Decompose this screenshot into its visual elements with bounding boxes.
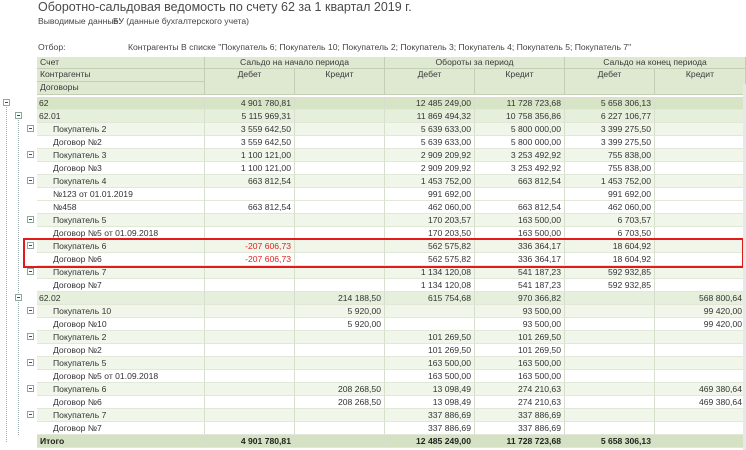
amount-cell: 3 399 275,50 [565, 136, 655, 149]
collapse-buyer2-icon[interactable] [27, 125, 34, 132]
header-closing-credit[interactable]: Кредит [655, 69, 746, 95]
amount-cell [295, 188, 385, 201]
amount-cell: 18 604,92 [565, 240, 655, 253]
collapse-buyer10-icon[interactable] [27, 307, 34, 314]
amount-cell: 4 901 780,81 [205, 97, 295, 110]
amount-cell [205, 370, 295, 383]
table-row[interactable] [37, 344, 746, 357]
row-label: 62.01 [37, 110, 205, 123]
table-row[interactable] [37, 279, 746, 292]
header-opening-credit[interactable]: Кредит [295, 69, 385, 95]
amount-cell [295, 279, 385, 292]
table-row[interactable] [37, 175, 746, 188]
amount-cell: 541 187,23 [475, 266, 565, 279]
amount-cell: 337 886,69 [475, 422, 565, 435]
amount-cell: 5 639 633,00 [385, 123, 475, 136]
amount-cell: 469 380,64 [655, 383, 746, 396]
row-label: Договор №10 [37, 318, 205, 331]
row-label: Покупатель 7 [37, 266, 205, 279]
header-opening-debit[interactable]: Дебет [205, 69, 295, 95]
amount-cell [385, 318, 475, 331]
row-label: Договор №7 [37, 279, 205, 292]
amount-cell [205, 305, 295, 318]
table-row[interactable] [37, 318, 746, 331]
tree-line-root [6, 102, 7, 442]
amount-cell: 663 812,54 [475, 201, 565, 214]
header-turnover-credit[interactable]: Кредит [475, 69, 565, 95]
amount-cell: 101 269,50 [385, 344, 475, 357]
output-value: БУ (данные бухгалтерского учета) [113, 16, 250, 26]
amount-cell: 755 838,00 [565, 149, 655, 162]
amount-cell: 2 909 209,92 [385, 162, 475, 175]
amount-cell: 562 575,82 [385, 240, 475, 253]
amount-cell [565, 370, 655, 383]
collapse-62-icon[interactable] [3, 99, 10, 106]
amount-cell [565, 318, 655, 331]
header-account[interactable]: Счет [37, 57, 205, 69]
amount-cell: 11 869 494,32 [385, 110, 475, 123]
amount-cell [295, 97, 385, 110]
amount-cell [565, 396, 655, 409]
header-contracts[interactable]: Договоры [37, 82, 205, 95]
row-label: Договор №2 [37, 344, 205, 357]
filter-settings [38, 42, 738, 53]
amount-cell: 170 203,57 [385, 214, 475, 227]
row-label: Покупатель 7 [37, 409, 205, 422]
amount-cell: 1 100 121,00 [205, 149, 295, 162]
table-row[interactable] [37, 188, 746, 201]
filter-label: Отбор: [38, 42, 66, 52]
amount-cell: 663 812,54 [205, 175, 295, 188]
amount-cell [295, 409, 385, 422]
amount-cell [565, 383, 655, 396]
table-row[interactable] [37, 136, 746, 149]
table-row[interactable] [37, 383, 746, 396]
amount-cell: 663 812,54 [475, 175, 565, 188]
amount-cell [475, 188, 565, 201]
amount-cell [205, 331, 295, 344]
amount-cell [565, 305, 655, 318]
amount-cell [385, 305, 475, 318]
highlight-frame [23, 238, 744, 268]
amount-cell: 462 060,00 [565, 201, 655, 214]
amount-cell: 6 703,50 [565, 227, 655, 240]
row-label: Покупатель 6 [37, 383, 205, 396]
collapse-buyer6b-icon[interactable] [27, 385, 34, 392]
amount-cell: 3 253 492,92 [475, 149, 565, 162]
row-label: Договор №6 [37, 253, 205, 266]
amount-cell [205, 214, 295, 227]
amount-cell: 163 500,00 [385, 370, 475, 383]
amount-cell [205, 188, 295, 201]
amount-cell: 5 800 000,00 [475, 136, 565, 149]
amount-cell: 163 500,00 [385, 357, 475, 370]
header-closing-debit[interactable]: Дебет [565, 69, 655, 95]
amount-cell: 562 575,82 [385, 253, 475, 266]
amount-cell [565, 409, 655, 422]
amount-cell: 93 500,00 [475, 305, 565, 318]
tree-line-6202 [18, 300, 19, 435]
amount-cell [655, 136, 746, 149]
table-row[interactable] [37, 110, 746, 123]
amount-cell [655, 123, 746, 136]
amount-cell [295, 201, 385, 214]
row-label: Договор №2 [37, 136, 205, 149]
amount-cell [655, 175, 746, 188]
row-label: Покупатель 2 [37, 123, 205, 136]
report-title: Оборотно-сальдовая ведомость по счету 62 за 1 квартал 2019 г. [38, 0, 412, 14]
table-row[interactable] [37, 422, 746, 435]
amount-cell: 337 886,69 [385, 422, 475, 435]
collapse-buyer2b-icon[interactable] [27, 333, 34, 340]
amount-cell [205, 396, 295, 409]
amount-cell [205, 292, 295, 305]
row-label: Покупатель 10 [37, 305, 205, 318]
collapse-buyer4-icon[interactable] [27, 177, 34, 184]
table-row[interactable] [37, 292, 746, 305]
amount-cell: 5 920,00 [295, 305, 385, 318]
amount-cell: 592 932,85 [565, 279, 655, 292]
amount-cell [295, 110, 385, 123]
row-label: 62 [37, 97, 205, 110]
amount-cell: 18 604,92 [565, 253, 655, 266]
amount-cell: 13 098,49 [385, 396, 475, 409]
amount-cell [295, 149, 385, 162]
row-label: №458 [37, 201, 205, 214]
collapse-buyer3-icon[interactable] [27, 151, 34, 158]
amount-cell [655, 370, 746, 383]
amount-cell: 163 500,00 [475, 227, 565, 240]
amount-cell: 11 728 723,68 [475, 435, 565, 448]
header-turnover[interactable]: Обороты за период [385, 57, 565, 69]
amount-cell: 3 559 642,50 [205, 123, 295, 136]
table-row[interactable] [37, 123, 746, 136]
table-row[interactable] [37, 201, 746, 214]
table-row[interactable] [37, 162, 746, 175]
amount-cell: 3 253 492,92 [475, 162, 565, 175]
header-turnover-debit[interactable]: Дебет [385, 69, 475, 95]
amount-cell [205, 357, 295, 370]
amount-cell: 214 188,50 [295, 292, 385, 305]
amount-cell: 11 728 723,68 [475, 97, 565, 110]
amount-cell: 1 453 752,00 [385, 175, 475, 188]
row-label: Покупатель 2 [37, 331, 205, 344]
row-label: Договор №5 от 01.09.2018 [37, 370, 205, 383]
row-label: Покупатель 3 [37, 149, 205, 162]
amount-cell: 337 886,69 [475, 409, 565, 422]
amount-cell [655, 344, 746, 357]
collapse-buyer5-icon[interactable] [27, 216, 34, 223]
amount-cell: 1 100 121,00 [205, 162, 295, 175]
amount-cell [295, 422, 385, 435]
amount-cell [655, 149, 746, 162]
amount-cell: 5 658 306,13 [565, 97, 655, 110]
amount-cell [655, 162, 746, 175]
amount-cell [565, 344, 655, 357]
table-row[interactable] [37, 357, 746, 370]
amount-cell [205, 318, 295, 331]
row-label: Покупатель 6 [37, 240, 205, 253]
amount-cell [295, 214, 385, 227]
amount-cell: 163 500,00 [475, 357, 565, 370]
amount-cell [655, 279, 746, 292]
amount-cell: 163 500,00 [475, 214, 565, 227]
amount-cell: 5 800 000,00 [475, 123, 565, 136]
table-row[interactable] [37, 331, 746, 344]
amount-cell [655, 331, 746, 344]
header-opening-balance[interactable]: Сальдо на начало периода [205, 57, 385, 69]
amount-cell: 170 203,50 [385, 227, 475, 240]
amount-cell: 208 268,50 [295, 383, 385, 396]
table-row[interactable] [37, 149, 746, 162]
amount-cell: -207 606,73 [205, 253, 295, 266]
amount-cell [205, 409, 295, 422]
row-label: Покупатель 5 [37, 214, 205, 227]
amount-cell [295, 370, 385, 383]
amount-cell: 4 901 780,81 [205, 435, 295, 448]
amount-cell: 336 364,17 [475, 240, 565, 253]
amount-cell: 101 269,50 [475, 331, 565, 344]
row-label: Договор №6 [37, 396, 205, 409]
output-settings [38, 16, 738, 38]
amount-cell: 99 420,00 [655, 318, 746, 331]
amount-cell [205, 422, 295, 435]
amount-cell: 6 703,57 [565, 214, 655, 227]
amount-cell [655, 188, 746, 201]
amount-cell: 12 485 249,00 [385, 435, 475, 448]
amount-cell: 1 134 120,08 [385, 266, 475, 279]
amount-cell: 13 098,49 [385, 383, 475, 396]
amount-cell: 592 932,85 [565, 266, 655, 279]
amount-cell: 5 115 969,31 [205, 110, 295, 123]
amount-cell: 3 559 642,50 [205, 136, 295, 149]
amount-cell [295, 357, 385, 370]
amount-cell: 274 210,63 [475, 396, 565, 409]
amount-cell: 2 909 209,92 [385, 149, 475, 162]
amount-cell: 274 210,63 [475, 383, 565, 396]
row-label: Договор №7 [37, 422, 205, 435]
amount-cell [295, 175, 385, 188]
amount-cell: 336 364,17 [475, 253, 565, 266]
row-label: Договор №5 от 01.09.2018 [37, 227, 205, 240]
row-label: №123 от 01.01.2019 [37, 188, 205, 201]
amount-cell [655, 201, 746, 214]
amount-cell: 3 399 275,50 [565, 123, 655, 136]
amount-cell [295, 136, 385, 149]
amount-cell [295, 162, 385, 175]
tree-line-6201 [18, 115, 19, 295]
amount-cell: 663 812,54 [205, 201, 295, 214]
amount-cell [565, 422, 655, 435]
amount-cell [565, 357, 655, 370]
amount-cell: 101 269,50 [475, 344, 565, 357]
row-label: Покупатель 4 [37, 175, 205, 188]
amount-cell [655, 214, 746, 227]
amount-cell: 970 366,82 [475, 292, 565, 305]
amount-cell [295, 435, 385, 448]
amount-cell: 5 920,00 [295, 318, 385, 331]
total-row[interactable] [37, 435, 746, 448]
filter-value: Контрагенты В списке "Покупатель 6; Покупатель 10; Покупатель 2; Покупатель 3; Покупатель 4; Покупатель 5; Покупатель 7" [128, 42, 632, 52]
amount-cell: 991 692,00 [565, 188, 655, 201]
amount-cell [295, 123, 385, 136]
amount-cell: 1 134 120,08 [385, 279, 475, 292]
amount-cell: 1 453 752,00 [565, 175, 655, 188]
amount-cell [295, 344, 385, 357]
amount-cell: 12 485 249,00 [385, 97, 475, 110]
collapse-6202-icon[interactable] [15, 294, 22, 301]
table-row[interactable] [37, 396, 746, 409]
header-counterparties[interactable]: Контрагенты [37, 69, 205, 82]
amount-cell [205, 344, 295, 357]
amount-cell [565, 292, 655, 305]
amount-cell [655, 422, 746, 435]
amount-cell [205, 383, 295, 396]
table-row[interactable] [37, 305, 746, 318]
amount-cell [655, 435, 746, 448]
row-label: Договор №3 [37, 162, 205, 175]
amount-cell [295, 331, 385, 344]
amount-cell: 99 420,00 [655, 305, 746, 318]
table-row[interactable] [37, 370, 746, 383]
header-closing-balance[interactable]: Сальдо на конец периода [565, 57, 746, 69]
amount-cell: 337 886,69 [385, 409, 475, 422]
amount-cell [655, 97, 746, 110]
amount-cell: -207 606,73 [205, 240, 295, 253]
amount-cell [655, 409, 746, 422]
amount-cell [655, 357, 746, 370]
row-label: Покупатель 5 [37, 357, 205, 370]
amount-cell: 163 500,00 [475, 370, 565, 383]
table-row[interactable] [37, 409, 746, 422]
table-row[interactable] [37, 97, 746, 110]
amount-cell: 615 754,68 [385, 292, 475, 305]
amount-cell: 541 187,23 [475, 279, 565, 292]
amount-cell [205, 279, 295, 292]
amount-cell: 5 658 306,13 [565, 435, 655, 448]
amount-cell: 101 269,50 [385, 331, 475, 344]
row-label: 62.02 [37, 292, 205, 305]
amount-cell [655, 110, 746, 123]
amount-cell: 469 380,64 [655, 396, 746, 409]
collapse-buyer7b-icon[interactable] [27, 411, 34, 418]
amount-cell: 6 227 106,77 [565, 110, 655, 123]
output-label: Выводимые данные: [38, 16, 121, 26]
amount-cell [565, 331, 655, 344]
table-row[interactable] [37, 214, 746, 227]
collapse-buyer7-icon[interactable] [27, 268, 34, 275]
row-label: Итого [37, 435, 205, 448]
amount-cell: 991 692,00 [385, 188, 475, 201]
amount-cell: 208 268,50 [295, 396, 385, 409]
amount-cell: 5 639 633,00 [385, 136, 475, 149]
amount-cell: 93 500,00 [475, 318, 565, 331]
collapse-buyer5b-icon[interactable] [27, 359, 34, 366]
collapse-6201-icon[interactable] [15, 112, 22, 119]
amount-cell: 568 800,64 [655, 292, 746, 305]
amount-cell: 462 060,00 [385, 201, 475, 214]
amount-cell: 10 758 356,86 [475, 110, 565, 123]
amount-cell: 755 838,00 [565, 162, 655, 175]
